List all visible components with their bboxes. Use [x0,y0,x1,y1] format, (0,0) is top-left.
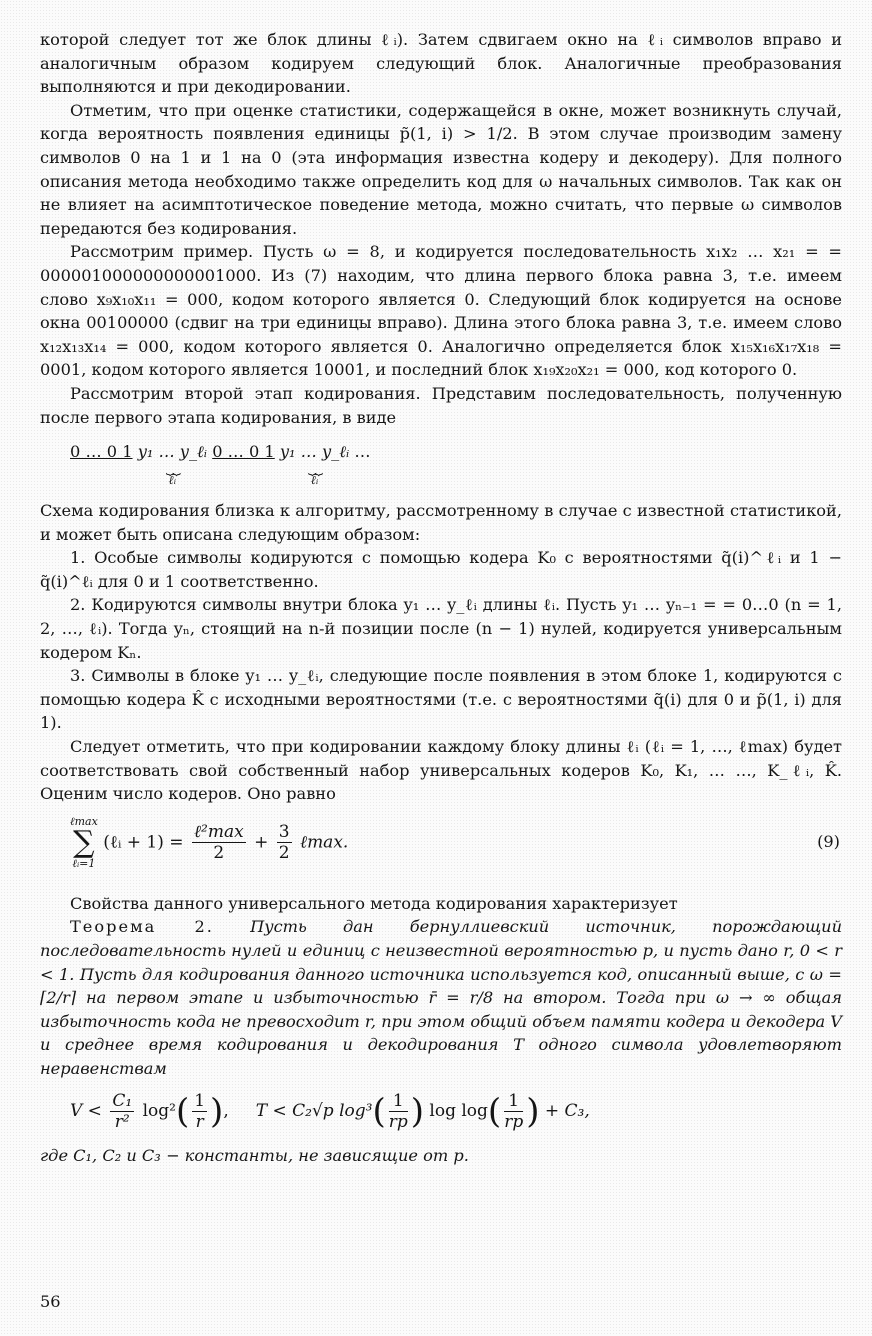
list-item-2: 2. Кодируются символы внутри блока y₁ … y_ℓᵢ длины ℓᵢ. Пусть y₁ … yₙ₋₁ = = 0…0 (n = 1, 2, …, ℓᵢ). Тогда yₙ, стоящий на n-й позиции после (n − 1) нулей, кодируется универсальным кодером Kₙ. [40,595,842,662]
seq-block-2 [280,441,349,487]
fraction-1-numerator: ℓ²max [193,822,244,843]
paragraph-1: которой следует тот же блок длины ℓᵢ). Затем сдвигаем окно на ℓᵢ символов вправо и аналогичным образом кодируем следующий блок. Аналогичные преобразования выполняются и при декодировании. [40,30,842,97]
paren-open-1: ( [175,1091,190,1132]
seq-block-2-text: y₁ … y_ℓᵢ [279,442,350,462]
fraction-2-numerator: 3 [278,822,290,843]
paren-close-2: ) [410,1091,424,1132]
paren-close-1: ) [210,1091,224,1132]
theorem-2 [40,915,842,1080]
paragraph-10: Свойства данного универсального метода кодирования характеризует [70,893,678,913]
paren-open-2: ( [372,1091,386,1132]
v-inner-fraction [192,1091,207,1132]
v-fraction [110,1091,134,1132]
fraction-1 [192,822,246,863]
plus-sign: + [254,832,269,853]
v-inner-num: 1 [194,1090,206,1111]
theorem-heading: Теорема 2. [70,917,214,937]
v-tail: , [223,1100,229,1121]
seq-block-1 [138,441,207,487]
paren-open-3: ( [487,1091,502,1132]
paragraph-2: Отметим, что при оценке статистики, содержащейся в окне, может возникнуть случай, когда вероятность появления единицы p̃(1, i) > 1/2. В этом случае производим замену символов 0 на 1 и 1 на 0 (эта информация известна кодеру и декодеру). Для полного описания метода необходимо также определить код для ω начальных символов. Так как он не влияет на асимптотическое поведение метода, можно считать, что первые ω символов передаются без кодирования. [40,100,842,238]
v-inner-den: r [195,1111,204,1132]
v-lhs: V < [70,1100,102,1121]
sum-symbol-block [70,816,98,870]
v-log: log² [142,1100,176,1121]
underbrace-2: ⏟⏟ [308,460,321,477]
page-number: 56 [40,1292,61,1311]
theorem-body: Пусть дан бернуллиевский источник, порождающий последовательность нулей и единиц с неизвестной вероятностью p, и пусть дано r, 0 < r < 1. Пусть для кодирования данного источника используется код, описанный выше, с ω = ⌈2/r⌉ на первом этапе и избыточностью r̄ = r/8 на втором. Тогда при ω → ∞ общая избыточность кода не превосходит r, при этом общий объем памяти кодера и декодера V и среднее время кодирования и декодирования T одного символа удовлетворяют неравенствам [40,917,842,1078]
sigma-symbol: ∑ [73,824,95,860]
inequality-formula [70,1091,842,1132]
seq-tail: … [354,442,371,462]
t-tail: + C₃, [544,1100,590,1121]
sum-formula-row [40,812,842,882]
t-loglog: log log [429,1100,488,1121]
fraction-1-denominator: 2 [213,843,225,864]
v-fraction-num: C₁ [112,1090,133,1111]
paragraph-9: Следует отметить, что при кодировании каждому блоку длины ℓᵢ (ℓᵢ = 1, …, ℓmax) будет соответствовать свой собственный набор универсальных кодеров K₀, K₁, … …, K_ℓᵢ, K̂. Оценим число кодеров. Оно равно [40,737,842,804]
equation-number: (9) [817,831,840,851]
t-lhs: T < C₂√p log³ [255,1100,373,1121]
paragraph-11: где C₁, C₂ и C₃ − константы, не зависящие от p. [40,1145,469,1165]
seq-lead-1: 0 … 0 1 [70,442,133,462]
sum-body: (ℓᵢ + 1) = [103,832,184,853]
underbrace-1: ⏟⏟ [165,460,179,477]
t-inner2-num: 1 [504,1091,523,1112]
paragraph-5: Схема кодирования близка к алгоритму, рассмотренному в случае с известной статистикой, и может быть описана следующим образом: [40,501,842,544]
underbrace-2-label: ℓᵢ [310,473,319,488]
paragraph-4: Рассмотрим второй этап кодирования. Представим последовательность, полученную после первого этапа кодирования, в виде [40,383,842,427]
sum-lower-limit: ℓᵢ=1 [72,856,96,870]
seq-lead-2: 0 … 0 1 [212,442,275,462]
fraction-2-denominator: 2 [278,843,290,864]
t-inner-num: 1 [389,1091,408,1112]
v-fraction-den: r² [114,1111,130,1132]
sequence-formula [70,441,842,487]
t-inner2-fraction [504,1091,523,1132]
list-item-3: 3. Символы в блоке y₁ … y_ℓᵢ, следующие после появления в этом блоке 1, кодируются с помощью кодера K̂ с исходными вероятностями (т.е. с вероятностями q̃(i) для 0 и p̃(1, i) для 1). [40,666,842,733]
underbrace-1-label: ℓᵢ [168,473,177,488]
t-inner2-den: rp [504,1111,524,1132]
paren-close-3: ) [526,1091,540,1132]
seq-block-1-text: y₁ … y_ℓᵢ [137,442,208,462]
sum-formula [70,816,348,870]
fraction-2 [277,822,292,863]
sum-tail: ℓmax. [299,832,349,853]
t-inner-fraction [389,1091,408,1132]
paragraph-3: Рассмотрим пример. Пусть ω = 8, и кодируется последовательность x₁x₂ … x₂₁ = = 000001000000000001000. Из (7) находим, что длина первого блока равна 3, т.е. имеем слово x₉x₁₀x₁₁ = 000, кодом которого является 0. Следующий блок кодируется на основе окна 00100000 (сдвиг на три единицы вправо). Длина этого блока равна 3, т.е. имеем слово x₁₂x₁₃x₁₄ = 000, кодом которого является 0. Аналогично определяется блок x₁₅x₁₆x₁₇x₁₈ = 0001, кодом которого является 10001, и последний блок x₁₉x₂₀x₂₁ = 000, код которого 0. [40,242,842,380]
sum-upper-limit: ℓmax [70,814,98,828]
t-inner-den: rp [388,1111,408,1132]
list-item-1: 1. Особые символы кодируются с помощью кодера K₀ с вероятностями q̃(i)^ℓᵢ и 1 − q̃(i)^ℓᵢ для 0 и 1 соответственно. [40,548,842,591]
